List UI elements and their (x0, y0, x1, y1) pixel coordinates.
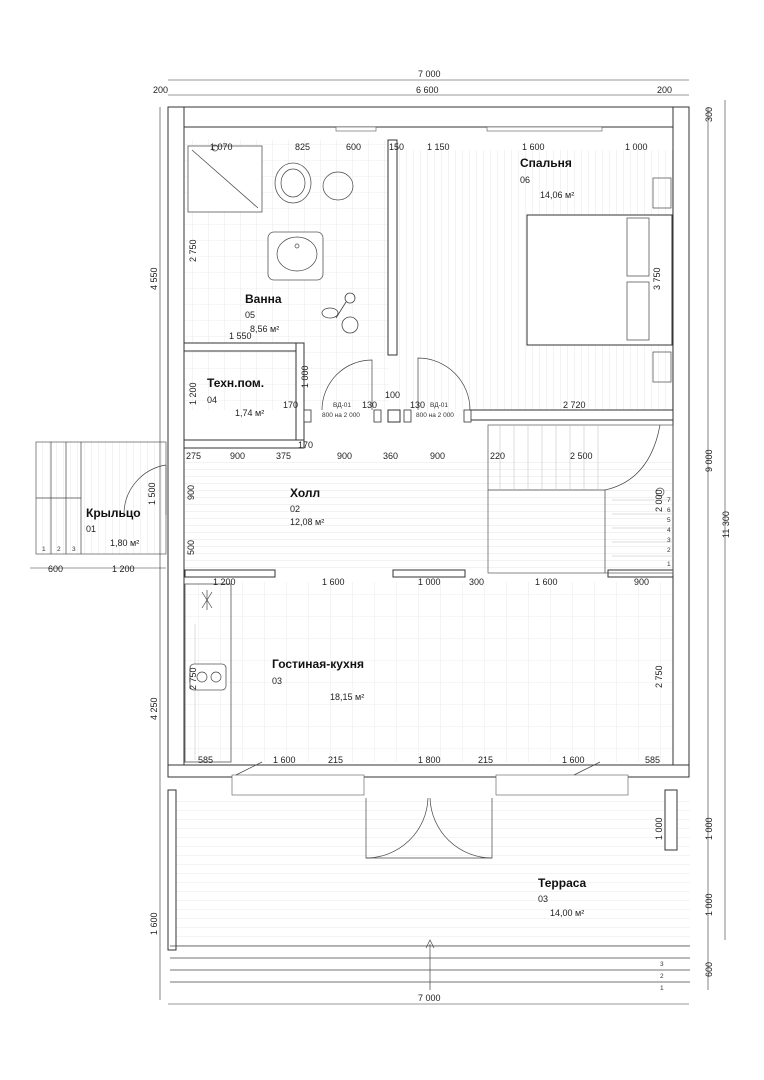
door-frame-1 (304, 410, 311, 422)
svg-text:585: 585 (645, 755, 661, 765)
svg-text:800 на 2 000: 800 на 2 000 (416, 412, 454, 419)
svg-text:360: 360 (383, 451, 399, 461)
svg-text:4 550: 4 550 (149, 267, 159, 290)
window-bottom-left (232, 775, 364, 795)
svg-text:2 750: 2 750 (188, 239, 198, 262)
svg-text:215: 215 (328, 755, 344, 765)
living-floor (185, 582, 675, 762)
svg-text:1 600: 1 600 (535, 577, 558, 587)
svg-text:1 500: 1 500 (147, 482, 157, 505)
svg-text:1 000: 1 000 (625, 142, 648, 152)
svg-text:800 на 2 000: 800 на 2 000 (322, 412, 360, 419)
window-top-bedroom (487, 127, 602, 131)
wall-living-top-3 (608, 570, 673, 577)
svg-text:100: 100 (385, 390, 401, 400)
svg-text:06: 06 (520, 175, 531, 185)
svg-text:03: 03 (272, 676, 283, 686)
svg-text:1 600: 1 600 (149, 912, 159, 935)
window-bottom-right (496, 775, 628, 795)
wall-hall-top (184, 440, 304, 448)
svg-text:1 600: 1 600 (322, 577, 345, 587)
svg-text:6 600: 6 600 (416, 85, 439, 95)
wall-bedroom-bottom (470, 410, 673, 420)
svg-text:ВД-01: ВД-01 (333, 402, 351, 409)
svg-text:1 200: 1 200 (213, 577, 236, 587)
svg-text:1 070: 1 070 (210, 142, 233, 152)
wall-bath-bottom (184, 343, 304, 351)
svg-text:11 300: 11 300 (721, 511, 731, 538)
outer-wall-left (168, 107, 184, 775)
washbasin (268, 232, 323, 280)
svg-text:5: 5 (667, 517, 671, 524)
svg-text:4: 4 (667, 527, 671, 534)
svg-text:130: 130 (410, 400, 426, 410)
svg-text:900: 900 (230, 451, 246, 461)
terrace-stair (170, 940, 690, 990)
svg-text:Крыльцо: Крыльцо (86, 506, 141, 520)
terrace-post-left (168, 790, 176, 950)
svg-text:01: 01 (86, 524, 97, 534)
svg-text:900: 900 (337, 451, 353, 461)
svg-text:1: 1 (667, 561, 671, 568)
svg-text:14,00 м²: 14,00 м² (550, 908, 585, 918)
svg-text:Ванна: Ванна (245, 292, 282, 306)
svg-text:150: 150 (389, 142, 405, 152)
door-frame-3 (404, 410, 411, 422)
terrace-step-numbers (660, 961, 664, 992)
svg-text:1 600: 1 600 (522, 142, 545, 152)
svg-text:1 800: 1 800 (418, 755, 441, 765)
svg-text:4 250: 4 250 (149, 697, 159, 720)
svg-text:200: 200 (153, 85, 169, 95)
hall-floor (185, 462, 675, 572)
svg-text:3 750: 3 750 (652, 267, 662, 290)
svg-text:2 720: 2 720 (563, 400, 586, 410)
svg-text:2 000: 2 000 (654, 489, 664, 512)
svg-text:1 600: 1 600 (562, 755, 585, 765)
svg-text:1 550: 1 550 (229, 331, 252, 341)
svg-text:600: 600 (48, 564, 64, 574)
svg-text:3: 3 (667, 537, 671, 544)
wall-living-top-1 (185, 570, 275, 577)
wall-living-top-2 (393, 570, 465, 577)
svg-text:1,74 м²: 1,74 м² (235, 408, 265, 418)
svg-text:Холл: Холл (290, 486, 321, 500)
outer-wall-top (168, 107, 681, 127)
door-frame-2 (374, 410, 381, 422)
svg-text:2 750: 2 750 (188, 667, 198, 690)
svg-text:220: 220 (490, 451, 506, 461)
svg-text:900: 900 (186, 484, 196, 500)
svg-text:600: 600 (346, 142, 362, 152)
svg-text:12,08 м²: 12,08 м² (290, 517, 325, 527)
svg-text:2: 2 (667, 547, 671, 554)
svg-text:1 150: 1 150 (427, 142, 450, 152)
svg-text:1: 1 (660, 985, 664, 992)
wall-bath-bedroom (388, 140, 397, 355)
svg-text:900: 900 (634, 577, 650, 587)
svg-text:585: 585 (198, 755, 214, 765)
svg-text:1,80 м²: 1,80 м² (110, 538, 140, 548)
svg-text:170: 170 (298, 440, 314, 450)
svg-text:Терраса: Терраса (538, 876, 587, 890)
svg-text:6: 6 (667, 507, 671, 514)
svg-text:Спальня: Спальня (520, 156, 572, 170)
door-frame-4 (464, 410, 471, 422)
svg-text:2 750: 2 750 (654, 665, 664, 688)
svg-text:2: 2 (57, 546, 61, 553)
svg-text:7 000: 7 000 (418, 993, 441, 1003)
svg-text:1 200: 1 200 (188, 382, 198, 405)
terrace-floor (172, 798, 690, 946)
svg-text:2 500: 2 500 (570, 451, 593, 461)
svg-text:215: 215 (478, 755, 494, 765)
svg-text:375: 375 (276, 451, 292, 461)
wall-tech-right (296, 343, 304, 443)
svg-text:200: 200 (657, 85, 673, 95)
wall-door-stub (388, 410, 400, 422)
svg-text:825: 825 (295, 142, 311, 152)
svg-text:3: 3 (660, 961, 664, 968)
svg-text:130: 130 (362, 400, 378, 410)
svg-text:Техн.пом.: Техн.пом. (207, 376, 265, 390)
svg-text:2: 2 (660, 973, 664, 980)
svg-text:8,56 м²: 8,56 м² (250, 324, 280, 334)
svg-text:1 000: 1 000 (704, 893, 714, 916)
svg-text:1 000: 1 000 (418, 577, 441, 587)
svg-text:600: 600 (704, 961, 714, 977)
svg-text:170: 170 (283, 400, 299, 410)
svg-text:300: 300 (704, 106, 714, 122)
svg-text:275: 275 (186, 451, 202, 461)
svg-text:02: 02 (290, 504, 301, 514)
svg-text:500: 500 (186, 539, 196, 555)
svg-text:14,06 м²: 14,06 м² (540, 190, 575, 200)
window-top-bath (336, 127, 376, 131)
bed (527, 215, 672, 345)
svg-text:3: 3 (72, 546, 76, 553)
svg-text:1: 1 (42, 546, 46, 553)
svg-text:1 200: 1 200 (112, 564, 135, 574)
svg-text:1 000: 1 000 (300, 365, 310, 388)
svg-text:300: 300 (469, 577, 485, 587)
svg-text:900: 900 (430, 451, 446, 461)
svg-text:7: 7 (667, 497, 671, 504)
svg-text:1 600: 1 600 (273, 755, 296, 765)
svg-text:03: 03 (538, 894, 549, 904)
svg-text:1 000: 1 000 (704, 817, 714, 840)
svg-text:9 000: 9 000 (704, 449, 714, 472)
terrace-post-right (665, 790, 677, 850)
svg-text:05: 05 (245, 310, 256, 320)
svg-text:ВД-01: ВД-01 (430, 402, 448, 409)
outer-wall-right (673, 107, 689, 775)
svg-text:04: 04 (207, 395, 218, 405)
svg-text:18,15 м²: 18,15 м² (330, 692, 365, 702)
svg-text:7 000: 7 000 (418, 69, 441, 79)
svg-text:1 000: 1 000 (654, 817, 664, 840)
svg-text:Гостиная-кухня: Гостиная-кухня (272, 657, 364, 671)
